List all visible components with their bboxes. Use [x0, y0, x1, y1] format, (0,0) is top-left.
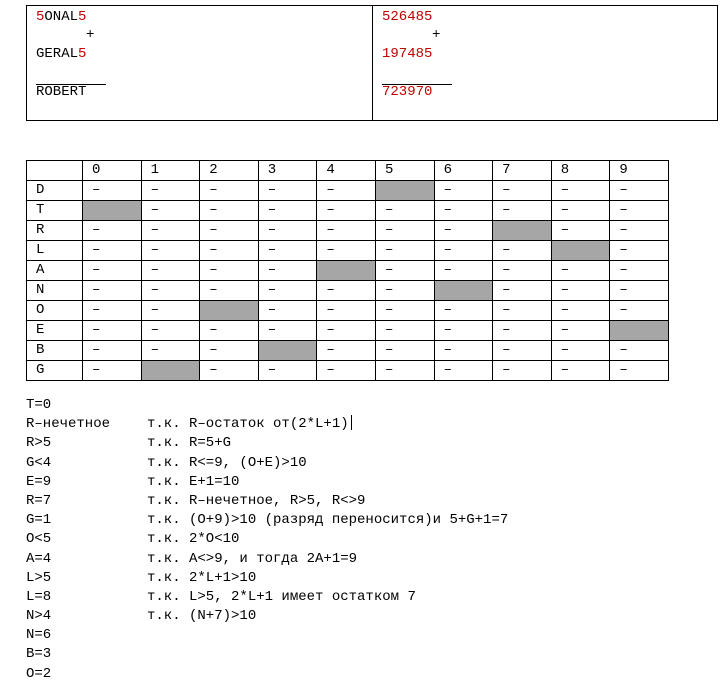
grid-cell-excluded: – — [317, 361, 376, 381]
grid-cell-excluded: – — [83, 341, 142, 361]
grid-cell-excluded: – — [258, 221, 317, 241]
grid-column-header: 0 — [83, 161, 142, 181]
grid-cell-excluded: – — [83, 261, 142, 281]
grid-row-letter: E — [27, 321, 83, 341]
grid-cell-excluded: – — [493, 301, 552, 321]
digit-line-2: 197485 — [382, 46, 433, 62]
digit-puzzle — [373, 6, 718, 120]
deduction-reason-text: т.к. (O+9)>10 (разряд переносится)и 5+G+1=7 — [147, 512, 509, 529]
grid-cell-excluded: – — [375, 341, 434, 361]
letter-plus: + — [86, 27, 95, 43]
grid-row-letter: L — [27, 241, 83, 261]
grid-cell-assigned — [610, 321, 669, 341]
grid-cell-excluded: – — [551, 181, 610, 201]
grid-row — [27, 261, 669, 281]
grid-cell-excluded: – — [83, 321, 142, 341]
deduction-fact: O<5 — [26, 531, 52, 548]
grid-column-header: 4 — [317, 161, 376, 181]
grid-cell-excluded: – — [551, 341, 610, 361]
grid-column-header: 2 — [200, 161, 259, 181]
deduction-reason-text: т.к. A<>9, и тогда 2A+1=9 — [147, 550, 358, 567]
letter-line-1-rest: ONAL — [44, 9, 79, 25]
grid-cell-excluded: – — [141, 241, 200, 261]
letter-line-2-rest: GERAL — [36, 46, 79, 62]
grid-cell-excluded: – — [434, 321, 493, 341]
grid-row-letter: T — [27, 201, 83, 221]
deduction-reason-text: т.к. 2*O<10 — [147, 531, 240, 548]
digit-result: 723970 — [382, 84, 433, 100]
grid-cell-excluded: – — [551, 201, 610, 221]
grid-cell-excluded: – — [375, 361, 434, 381]
grid-cell-excluded: – — [493, 281, 552, 301]
grid-cell-excluded: – — [83, 281, 142, 301]
grid-cell-excluded: – — [610, 281, 669, 301]
grid-cell-excluded: – — [551, 361, 610, 381]
grid-cell-excluded: – — [434, 181, 493, 201]
grid-cell-excluded: – — [141, 301, 200, 321]
grid-cell-excluded: – — [551, 301, 610, 321]
grid-row-letter: R — [27, 221, 83, 241]
grid-column-header: 9 — [610, 161, 669, 181]
grid-cell-excluded: – — [551, 281, 610, 301]
deduction-reason — [147, 454, 307, 473]
grid-cell-excluded: – — [200, 281, 259, 301]
grid-cell-excluded: – — [493, 361, 552, 381]
grid-cell-excluded: – — [317, 201, 376, 221]
assignment-grid — [26, 160, 669, 381]
grid-row-letter: A — [27, 261, 83, 281]
grid-cell-excluded: – — [258, 361, 317, 381]
deduction-fact: N=6 — [26, 627, 52, 644]
grid-cell-excluded: – — [200, 321, 259, 341]
deduction-reason-text: т.к. (N+7)>10 — [147, 608, 257, 625]
grid-cell-excluded: – — [434, 221, 493, 241]
grid-column-header: 6 — [434, 161, 493, 181]
grid-row — [27, 221, 669, 241]
deduction-fact: N>4 — [26, 608, 52, 625]
grid-cell-assigned — [493, 221, 552, 241]
digit-line-1: 526485 — [382, 9, 433, 25]
grid-cell-excluded: – — [258, 281, 317, 301]
deduction-reason-text: т.к. R–остаток от(2*L+1) — [147, 416, 349, 433]
grid-cell-excluded: – — [493, 181, 552, 201]
deduction-fact: R–нечетное — [26, 416, 111, 433]
grid-cell-excluded: – — [200, 361, 259, 381]
deduction-reason — [147, 550, 357, 569]
grid-cell-excluded: – — [375, 241, 434, 261]
letter-line-1-tail: 5 — [78, 9, 87, 25]
grid-cell-excluded: – — [317, 281, 376, 301]
grid-cell-excluded: – — [258, 241, 317, 261]
grid-cell-excluded: – — [610, 201, 669, 221]
deduction-fact: E=9 — [26, 473, 52, 490]
grid-cell-excluded: – — [258, 201, 317, 221]
deduction-fact: R=7 — [26, 492, 52, 509]
letter-puzzle — [27, 6, 372, 120]
grid-cell-excluded: – — [141, 321, 200, 341]
grid-header-row — [27, 161, 669, 181]
deduction-reason-text: т.к. E+1=10 — [147, 473, 240, 490]
grid-column-header: 5 — [375, 161, 434, 181]
grid-cell-excluded: – — [83, 221, 142, 241]
letter-line-2 — [36, 46, 86, 62]
grid-row-letter: B — [27, 341, 83, 361]
grid-cell-excluded: – — [610, 301, 669, 321]
grid-cell-excluded: – — [493, 321, 552, 341]
grid-cell-excluded: – — [375, 321, 434, 341]
deduction-reason-text: т.к. L>5, 2*L+1 имеет остатком 7 — [147, 588, 416, 605]
grid-cell-excluded: – — [258, 301, 317, 321]
deduction-reason — [147, 569, 256, 588]
deduction-fact: T=0 — [26, 397, 52, 413]
grid-corner-cell — [27, 161, 83, 181]
grid-cell-excluded: – — [141, 221, 200, 241]
grid-cell-excluded: – — [434, 201, 493, 221]
deduction-reason-text: т.к. R–нечетное, R>5, R<>9 — [147, 492, 366, 509]
grid-cell-excluded: – — [83, 361, 142, 381]
grid-cell-excluded: – — [610, 341, 669, 361]
grid-column-header: 3 — [258, 161, 317, 181]
deduction-reason — [147, 607, 256, 626]
grid-cell-excluded: – — [141, 341, 200, 361]
text-cursor — [351, 415, 352, 430]
grid-cell-excluded: – — [317, 241, 376, 261]
grid-cell-assigned — [258, 341, 317, 361]
grid-row — [27, 201, 669, 221]
grid-cell-excluded: – — [434, 261, 493, 281]
grid-row — [27, 241, 669, 261]
grid-cell-excluded: – — [200, 181, 259, 201]
grid-cell-excluded: – — [83, 301, 142, 321]
grid-cell-excluded: – — [551, 221, 610, 241]
deduction-fact: A=4 — [26, 550, 52, 567]
grid-row-letter: D — [27, 181, 83, 201]
grid-cell-assigned — [317, 261, 376, 281]
grid-row-letter: G — [27, 361, 83, 381]
deduction-reason — [147, 492, 365, 511]
grid-cell-excluded: – — [200, 221, 259, 241]
puzzle-box — [26, 5, 718, 121]
deduction-fact: B=3 — [26, 646, 52, 663]
grid-cell-excluded: – — [141, 261, 200, 281]
grid-cell-assigned — [434, 281, 493, 301]
deduction-reason-text: т.к. R=5+G — [147, 435, 232, 452]
grid-cell-excluded: – — [200, 261, 259, 281]
grid-cell-excluded: – — [200, 241, 259, 261]
grid-column-header: 1 — [141, 161, 200, 181]
deduction-fact: R>5 — [26, 435, 52, 452]
grid-row — [27, 301, 669, 321]
grid-cell-excluded: – — [375, 301, 434, 321]
grid-cell-excluded: – — [258, 261, 317, 281]
deduction-reason — [147, 473, 239, 492]
grid-cell-excluded: – — [317, 301, 376, 321]
deduction-reason — [147, 511, 508, 530]
grid-cell-assigned — [375, 181, 434, 201]
deduction-fact: L>5 — [26, 569, 52, 586]
grid-cell-excluded: – — [493, 261, 552, 281]
grid-cell-excluded: – — [141, 181, 200, 201]
grid-cell-excluded: – — [258, 321, 317, 341]
grid-cell-excluded: – — [610, 241, 669, 261]
grid-cell-excluded: – — [493, 201, 552, 221]
grid-cell-excluded: – — [317, 341, 376, 361]
grid-row — [27, 361, 669, 381]
grid-cell-excluded: – — [258, 181, 317, 201]
grid-row — [27, 281, 669, 301]
grid-cell-excluded: – — [610, 361, 669, 381]
deduction-fact: G=1 — [26, 512, 52, 529]
grid-cell-excluded: – — [200, 201, 259, 221]
grid-row — [27, 341, 669, 361]
deduction-reason — [147, 434, 231, 453]
grid-cell-excluded: – — [610, 181, 669, 201]
grid-cell-excluded: – — [317, 221, 376, 241]
deduction-fact: O=2 — [26, 665, 52, 682]
grid-cell-excluded: – — [493, 341, 552, 361]
grid-cell-excluded: – — [83, 181, 142, 201]
grid-cell-excluded: – — [551, 261, 610, 281]
deduction-fact: L=8 — [26, 588, 52, 605]
grid-cell-excluded: – — [375, 201, 434, 221]
grid-cell-excluded: – — [317, 181, 376, 201]
letter-line-2-tail: 5 — [78, 46, 87, 62]
grid-cell-excluded: – — [493, 241, 552, 261]
grid-column-header: 8 — [551, 161, 610, 181]
grid-cell-excluded: – — [551, 321, 610, 341]
grid-cell-excluded: – — [83, 241, 142, 261]
grid-cell-assigned — [551, 241, 610, 261]
grid-row-letter: N — [27, 281, 83, 301]
grid-cell-excluded: – — [434, 361, 493, 381]
grid-cell-excluded: – — [375, 281, 434, 301]
grid-cell-excluded: – — [375, 261, 434, 281]
grid-column-header: 7 — [493, 161, 552, 181]
grid-row — [27, 181, 669, 201]
grid-cell-excluded: – — [141, 201, 200, 221]
deduction-reason — [147, 530, 239, 549]
grid-cell-excluded: – — [375, 221, 434, 241]
deduction-reason — [147, 588, 416, 607]
deduction-reason — [147, 415, 352, 434]
letter-result: ROBERT — [36, 84, 87, 100]
grid-cell-assigned — [83, 201, 142, 221]
grid-cell-excluded: – — [610, 221, 669, 241]
grid-row-letter: O — [27, 301, 83, 321]
grid-cell-assigned — [200, 301, 259, 321]
grid-cell-excluded: – — [610, 261, 669, 281]
grid-cell-excluded: – — [317, 321, 376, 341]
grid-row — [27, 321, 669, 341]
deduction-reason-text: т.к. 2*L+1>10 — [147, 569, 257, 586]
grid-cell-excluded: – — [141, 281, 200, 301]
deduction-reason-text: т.к. R<=9, (O+E)>10 — [147, 454, 307, 471]
grid-cell-excluded: – — [434, 241, 493, 261]
digit-plus: + — [432, 27, 441, 43]
deduction-fact: G<4 — [26, 454, 52, 471]
grid-cell-excluded: – — [434, 341, 493, 361]
grid-cell-excluded: – — [434, 301, 493, 321]
letter-line-1-digit: 5 — [36, 9, 45, 25]
letter-line-1 — [36, 9, 86, 25]
grid-cell-assigned — [141, 361, 200, 381]
grid-cell-excluded: – — [200, 341, 259, 361]
